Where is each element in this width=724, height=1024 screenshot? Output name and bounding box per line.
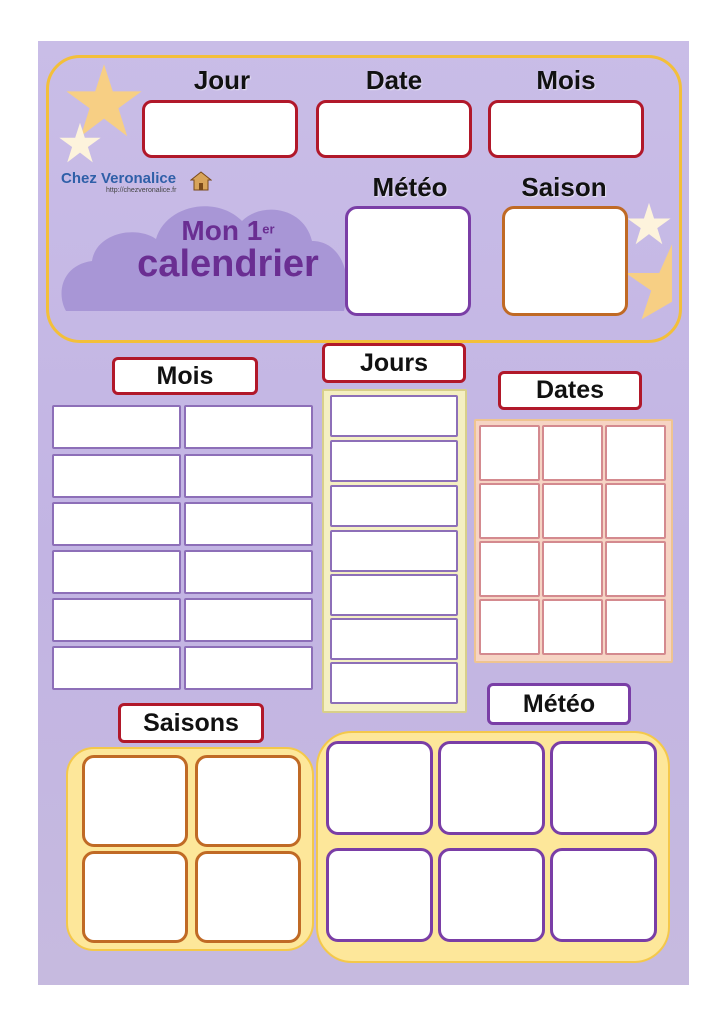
date-slot[interactable]	[316, 100, 472, 158]
mois-cell[interactable]	[52, 454, 181, 498]
mois-cell[interactable]	[184, 405, 313, 449]
dates-cell[interactable]	[605, 425, 666, 481]
title-line1: Mon 1	[181, 215, 263, 246]
mois-cell[interactable]	[52, 550, 181, 594]
mois-slot[interactable]	[488, 100, 644, 158]
dates-cell[interactable]	[479, 425, 540, 481]
jours-cell[interactable]	[330, 662, 458, 704]
mois-cell[interactable]	[184, 550, 313, 594]
jours-cell[interactable]	[330, 574, 458, 616]
title-sup: er	[262, 221, 275, 237]
saisons-cell[interactable]	[82, 755, 188, 847]
meteo-cell[interactable]	[550, 848, 657, 942]
saisons-cell[interactable]	[195, 851, 301, 943]
star-icon	[622, 241, 674, 321]
meteo-slot[interactable]	[345, 206, 471, 316]
saisons-cell[interactable]	[82, 851, 188, 943]
dates-cell[interactable]	[479, 483, 540, 539]
saison-label: Saison	[521, 172, 607, 202]
date-label: Date	[365, 65, 423, 95]
mois-cell[interactable]	[184, 502, 313, 546]
brand-name: Chez Veronalice	[61, 170, 177, 187]
dates-cell[interactable]	[605, 483, 666, 539]
calendar-title	[118, 217, 338, 283]
meteo-label: Météo	[372, 172, 448, 202]
meteo-section-label: Météo	[487, 683, 631, 725]
house-icon	[190, 171, 212, 191]
mois-cell[interactable]	[52, 646, 181, 690]
saisons-cell[interactable]	[195, 755, 301, 847]
jours-cell[interactable]	[330, 395, 458, 437]
mois-cell[interactable]	[52, 598, 181, 642]
dates-cell[interactable]	[542, 599, 603, 655]
mois-cell[interactable]	[184, 454, 313, 498]
brand-url: http://chezveronalice.fr	[106, 187, 177, 194]
mois-cell[interactable]	[52, 502, 181, 546]
meteo-cell[interactable]	[326, 848, 433, 942]
jours-section-label: Jours	[322, 343, 466, 383]
dates-cell[interactable]	[479, 599, 540, 655]
jours-cell[interactable]	[330, 485, 458, 527]
meteo-cell[interactable]	[438, 741, 545, 835]
dates-cell[interactable]	[605, 599, 666, 655]
mois-cell[interactable]	[184, 598, 313, 642]
dates-section-label: Dates	[498, 371, 642, 410]
jour-label: Jour	[193, 65, 251, 95]
meteo-cell[interactable]	[438, 848, 545, 942]
meteo-cell[interactable]	[550, 741, 657, 835]
dates-cell[interactable]	[479, 541, 540, 597]
saison-slot[interactable]	[502, 206, 628, 316]
dates-cell[interactable]	[542, 483, 603, 539]
jours-cell[interactable]	[330, 440, 458, 482]
jours-cell[interactable]	[330, 618, 458, 660]
star-icon	[58, 121, 102, 165]
saisons-section-label: Saisons	[118, 703, 264, 743]
mois-cell[interactable]	[184, 646, 313, 690]
mois-cell[interactable]	[52, 405, 181, 449]
jour-slot[interactable]	[142, 100, 298, 158]
calendar-sheet	[38, 41, 689, 985]
dates-cell[interactable]	[542, 541, 603, 597]
dates-cell[interactable]	[605, 541, 666, 597]
meteo-cell[interactable]	[326, 741, 433, 835]
mois-section-label: Mois	[112, 357, 258, 395]
jours-cell[interactable]	[330, 530, 458, 572]
dates-cell[interactable]	[542, 425, 603, 481]
mois-label: Mois	[536, 65, 596, 95]
title-line2: calendrier	[137, 243, 319, 285]
